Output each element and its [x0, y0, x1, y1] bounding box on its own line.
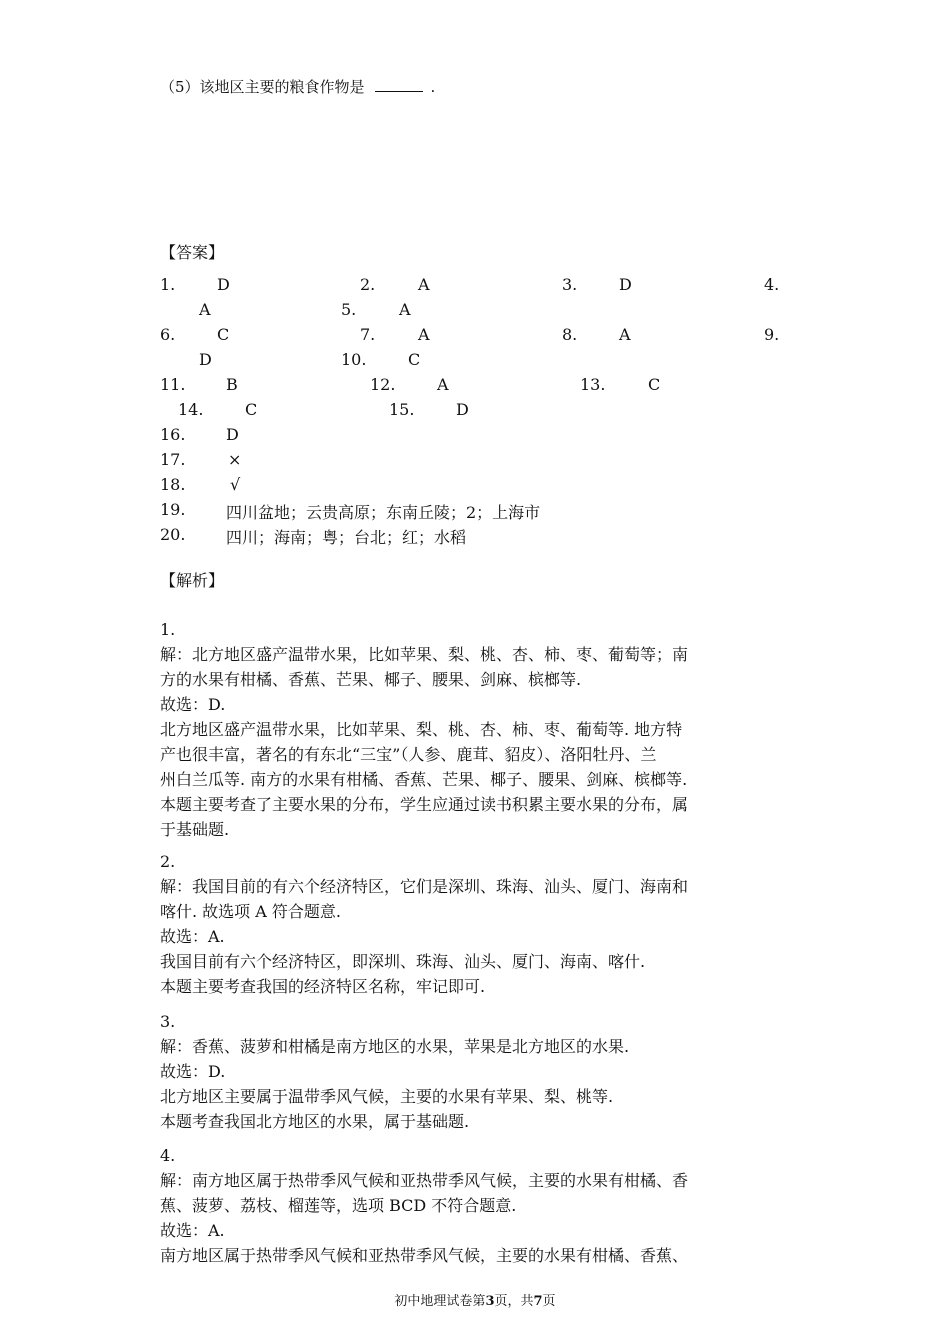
analysis-line: 本题考查我国北方地区的水果，属于基础题. — [160, 1112, 470, 1131]
answers-title: 【答案】 — [160, 243, 225, 262]
answer-row — [0, 400, 950, 425]
analysis-line: 本题主要考查了主要水果的分布，学生应通过读书积累主要水果的分布，属 — [160, 795, 689, 814]
answer-choice: D — [226, 425, 239, 444]
answer-choice: √ — [230, 475, 241, 494]
answer-number: 14. — [178, 400, 204, 419]
analysis-line: 喀什. 故选项 A 符合题意. — [160, 902, 341, 921]
analysis-number: 4. — [160, 1146, 176, 1165]
answer-number: 13. — [580, 375, 606, 394]
answer-text: 四川；海南；粤；台北；红；水稻 — [226, 528, 467, 547]
answer-number: 5. — [341, 300, 357, 319]
answer-number: 10. — [341, 350, 367, 369]
answer-choice: A — [619, 325, 631, 344]
answer-choice: D — [217, 275, 230, 294]
answer-row — [0, 375, 950, 400]
analysis-line: 蕉、菠萝、荔枝、榴莲等，选项 BCD 不符合题意. — [160, 1196, 517, 1215]
analysis-line: 于基础题. — [160, 820, 230, 839]
analysis-line: 北方地区盛产温带水果，比如苹果、梨、桃、杏、柿、枣、葡萄等. 地方特 — [160, 720, 683, 739]
answer-choice: A — [199, 300, 211, 319]
answer-row — [0, 500, 950, 525]
footer-prefix: 初中地理试卷第 — [394, 1294, 486, 1309]
analysis-title: 【解析】 — [160, 571, 225, 590]
answer-number: 17. — [160, 450, 186, 469]
analysis-line: 方的水果有柑橘、香蕉、芒果、椰子、腰果、剑麻、槟榔等. — [160, 670, 582, 689]
answer-choice: A — [399, 300, 411, 319]
analysis-line: 故选：D. — [160, 1062, 226, 1081]
answer-row — [0, 475, 950, 500]
analysis-item — [160, 617, 800, 842]
question-5-text: （5）该地区主要的粮食作物是 — [160, 78, 365, 96]
answer-choice: A — [418, 275, 430, 294]
answer-row — [0, 350, 950, 375]
analysis-item — [160, 849, 800, 999]
analysis-line: 故选：D. — [160, 695, 226, 714]
answer-number: 3. — [562, 275, 578, 294]
answer-choice: A — [437, 375, 449, 394]
answer-number: 12. — [370, 375, 396, 394]
analysis-line: 故选：A. — [160, 927, 225, 946]
answer-choice: D — [456, 400, 469, 419]
answer-row — [0, 300, 950, 325]
analysis-line: 解：香蕉、菠萝和柑橘是南方地区的水果，苹果是北方地区的水果. — [160, 1037, 630, 1056]
analysis-item — [160, 1143, 800, 1268]
answer-number: 1. — [160, 275, 176, 294]
answer-number: 16. — [160, 425, 186, 444]
analysis-line: 故选：A. — [160, 1221, 225, 1240]
footer-total-pages: 7 — [533, 1294, 543, 1309]
footer-middle: 页，共 — [494, 1294, 534, 1309]
answer-choice: B — [226, 375, 238, 394]
answer-choice: D — [199, 350, 212, 369]
answer-number: 11. — [160, 375, 186, 394]
answer-number: 8. — [562, 325, 578, 344]
analysis-item — [160, 1009, 800, 1134]
answer-number: 9. — [764, 325, 780, 344]
answer-choice: C — [217, 325, 230, 344]
analysis-line: 我国目前有六个经济特区，即深圳、珠海、汕头、厦门、海南、喀什. — [160, 952, 646, 971]
analysis-line: 州白兰瓜等. 南方的水果有柑橘、香蕉、芒果、椰子、腰果、剑麻、槟榔等. — [160, 770, 688, 789]
answer-number: 7. — [360, 325, 376, 344]
page-footer — [0, 1290, 950, 1309]
analysis-number: 3. — [160, 1012, 176, 1031]
analysis-line: 解：北方地区盛产温带水果，比如苹果、梨、桃、杏、柿、枣、葡萄等；南 — [160, 645, 689, 664]
analysis-line: 北方地区主要属于温带季风气候，主要的水果有苹果、梨、桃等. — [160, 1087, 614, 1106]
analysis-line: 产也很丰富，著名的有东北“三宝”（人参、鹿茸、貂皮）、洛阳牡丹、兰 — [160, 745, 657, 764]
analysis-line: 解：我国目前的有六个经济特区，它们是深圳、珠海、汕头、厦门、海南和 — [160, 877, 689, 896]
answer-choice: × — [228, 450, 242, 469]
answer-number: 2. — [360, 275, 376, 294]
answer-choice: C — [245, 400, 258, 419]
answer-number: 19. — [160, 500, 186, 519]
footer-suffix: 页 — [542, 1294, 556, 1309]
question-5 — [160, 76, 435, 97]
answer-row — [0, 275, 950, 300]
answer-row — [0, 325, 950, 350]
answer-row — [0, 525, 950, 550]
answer-blank — [375, 79, 423, 92]
answer-number: 18. — [160, 475, 186, 494]
answer-choice: A — [418, 325, 430, 344]
answer-row — [0, 425, 950, 450]
answer-choice: C — [648, 375, 661, 394]
analysis-line: 本题主要考查我国的经济特区名称，牢记即可. — [160, 977, 486, 996]
analysis-number: 2. — [160, 852, 176, 871]
answer-number: 6. — [160, 325, 176, 344]
answer-row — [0, 450, 950, 475]
question-5-end: . — [430, 78, 436, 96]
answer-number: 4. — [764, 275, 780, 294]
answer-number: 15. — [389, 400, 415, 419]
answer-number: 20. — [160, 525, 186, 544]
analysis-line: 解：南方地区属于热带季风气候和亚热带季风气候，主要的水果有柑橘、香 — [160, 1171, 689, 1190]
analysis-line: 南方地区属于热带季风气候和亚热带季风气候，主要的水果有柑橘、香蕉、 — [160, 1246, 689, 1265]
footer-page-number: 3 — [485, 1294, 495, 1309]
answer-choice: D — [619, 275, 632, 294]
answer-choice: C — [408, 350, 421, 369]
answer-text: 四川盆地；云贵高原；东南丘陵；2；上海市 — [226, 503, 541, 522]
analysis-number: 1. — [160, 620, 176, 639]
